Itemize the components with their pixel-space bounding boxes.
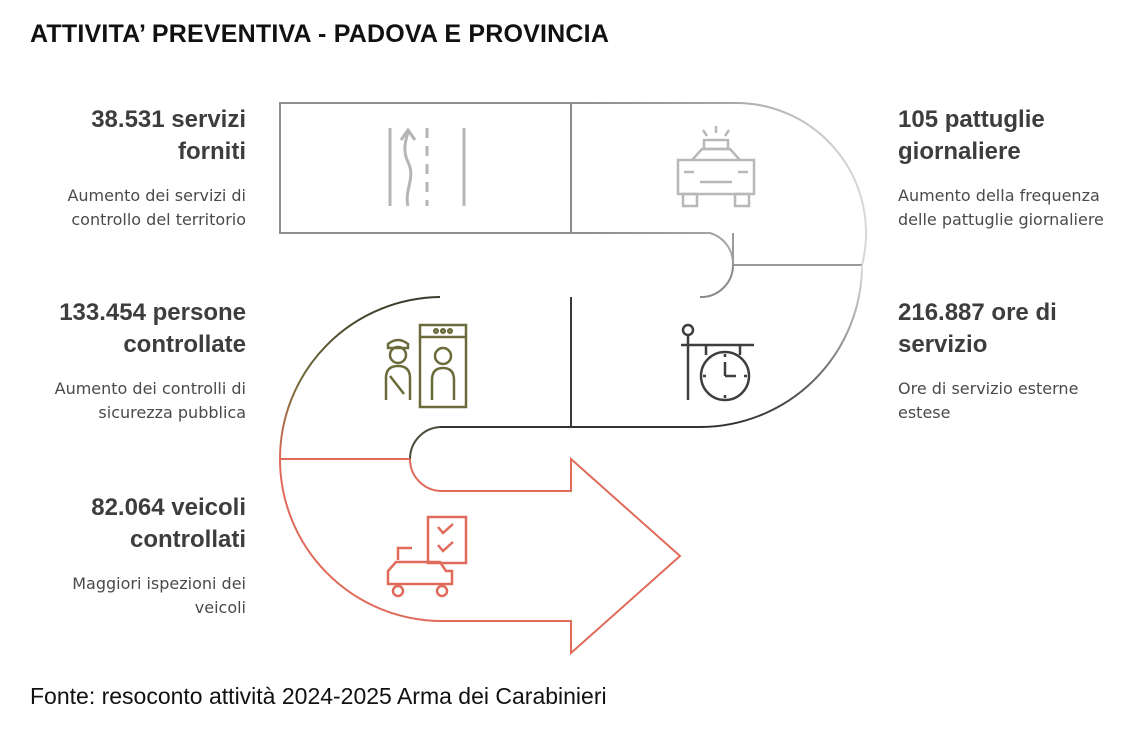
band-top xyxy=(280,103,866,265)
step-services xyxy=(16,104,246,232)
persons-headline: 133.454 persone controllate xyxy=(59,299,246,358)
security-screening-icon xyxy=(386,325,466,407)
arrow-outline xyxy=(280,459,680,653)
vehicle-inspection-icon xyxy=(388,517,466,596)
hanging-clock-icon xyxy=(681,325,754,400)
source-note: Fonte: resoconto attività 2024-2025 Arma dei Carabinieri xyxy=(30,683,607,709)
road-lanes-icon xyxy=(390,128,464,206)
vehicles-description: Maggiori ispezioni dei veicoli xyxy=(72,574,246,617)
hours-description: Ore di servizio esterne estese xyxy=(898,379,1079,422)
vehicles-headline: 82.064 veicoli controllati xyxy=(91,494,246,553)
patrols-headline: 105 pattuglie giornaliere xyxy=(898,106,1045,165)
hours-headline: 216.887 ore di servizio xyxy=(898,299,1057,358)
step-patrols xyxy=(898,104,1138,232)
step-vehicles xyxy=(16,492,246,620)
curve-right-inner xyxy=(700,265,733,297)
curve-left-outer xyxy=(280,297,440,459)
police-car-icon xyxy=(678,126,754,206)
cell-patrols xyxy=(571,103,866,265)
persons-description: Aumento dei controlli di sicurezza pubblica xyxy=(54,379,246,422)
band-middle xyxy=(440,233,862,427)
page-title: ATTIVITA’ PREVENTIVA - PADOVA E PROVINCIA xyxy=(30,20,610,48)
step-persons xyxy=(16,297,246,425)
services-headline: 38.531 servizi forniti xyxy=(91,106,246,165)
band-bottom xyxy=(280,297,680,653)
step-hours xyxy=(898,297,1138,425)
patrols-description: Aumento della frequenza delle pattuglie giornaliere xyxy=(898,186,1104,229)
curve-left-inner xyxy=(410,427,440,459)
services-description: Aumento dei servizi di controllo del territorio xyxy=(67,186,246,229)
